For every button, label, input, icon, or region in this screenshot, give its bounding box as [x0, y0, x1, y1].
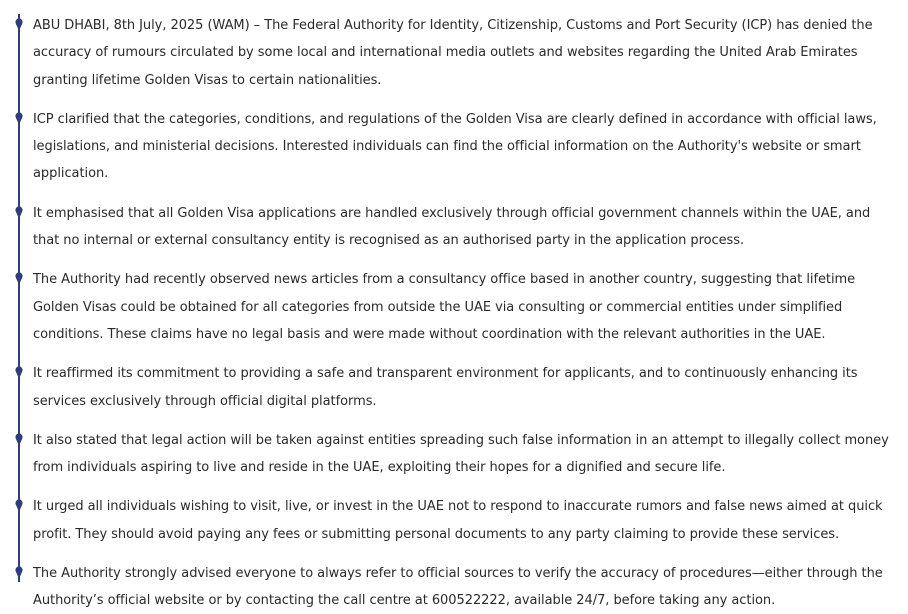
paragraph-text: It urged all individuals wishing to visit, live, or invest in the UAE not to respond to inaccurate rumors and false news aimed at quick profit. They should avoid paying any fees or submitting personal documents to any party claiming to provide these services. [33, 499, 883, 542]
paragraph-text: ICP clarified that the categories, conditions, and regulations of the Golden Visa are clearly defined in accordance with official laws, legislations, and ministerial decisions. Interested individuals can find the official information on the Authority's website or smart application. [33, 111, 877, 182]
map-pin-icon [15, 18, 23, 32]
map-pin-icon [15, 272, 23, 286]
paragraph [33, 12, 893, 94]
map-pin-icon [15, 566, 23, 580]
article-body [33, 12, 893, 614]
map-pin-icon [15, 206, 23, 220]
map-pin-icon [15, 112, 23, 126]
paragraph [33, 560, 893, 614]
paragraph-text: ABU DHABI, 8th July, 2025 (WAM) – The Federal Authority for Identity, Citizenship, Customs and Port Security (ICP) has denied the accuracy of rumours circulated by some local and international media outlets and websites regarding the United Arab Emirates granting lifetime Golden Visas to certain nationalities. [33, 18, 873, 88]
paragraph [33, 266, 893, 348]
map-pin-icon [15, 366, 23, 380]
paragraph [33, 427, 893, 482]
paragraph-text: The Authority had recently observed news articles from a consultancy office based in another country, suggesting that lifetime Golden Visas could be obtained for all categories from outside the UAE via consulting or commercial entities under simplified conditions. These claims have no legal basis and were made without coordination with the relevant authorities in the UAE. [33, 272, 856, 342]
paragraph [33, 200, 893, 255]
map-pin-icon [15, 433, 23, 447]
paragraph [33, 106, 893, 188]
paragraph-text: The Authority strongly advised everyone to always refer to official sources to verify the accuracy of procedures—either through the Authority’s official website or by contacting the call centre at 600522222, available 24/7, before taking any action. [33, 566, 883, 609]
map-pin-icon [15, 499, 23, 513]
paragraph [33, 493, 893, 548]
paragraph-text: It emphasised that all Golden Visa applications are handled exclusively through official government channels within the UAE, and that no internal or external consultancy entity is recognised as an authorised party in the application process. [33, 205, 871, 249]
timeline-line [18, 14, 20, 582]
paragraph-text: It reaffirmed its commitment to providing a safe and transparent environment for applicants, and to continuously enhancing its services exclusively through official digital platforms. [33, 366, 858, 409]
paragraph [33, 360, 893, 415]
paragraph-text: It also stated that legal action will be taken against entities spreading such false information in an attempt to illegally collect money from individuals aspiring to live and reside in the UAE, exploiting their hopes for a dignified and secure life. [33, 432, 889, 476]
